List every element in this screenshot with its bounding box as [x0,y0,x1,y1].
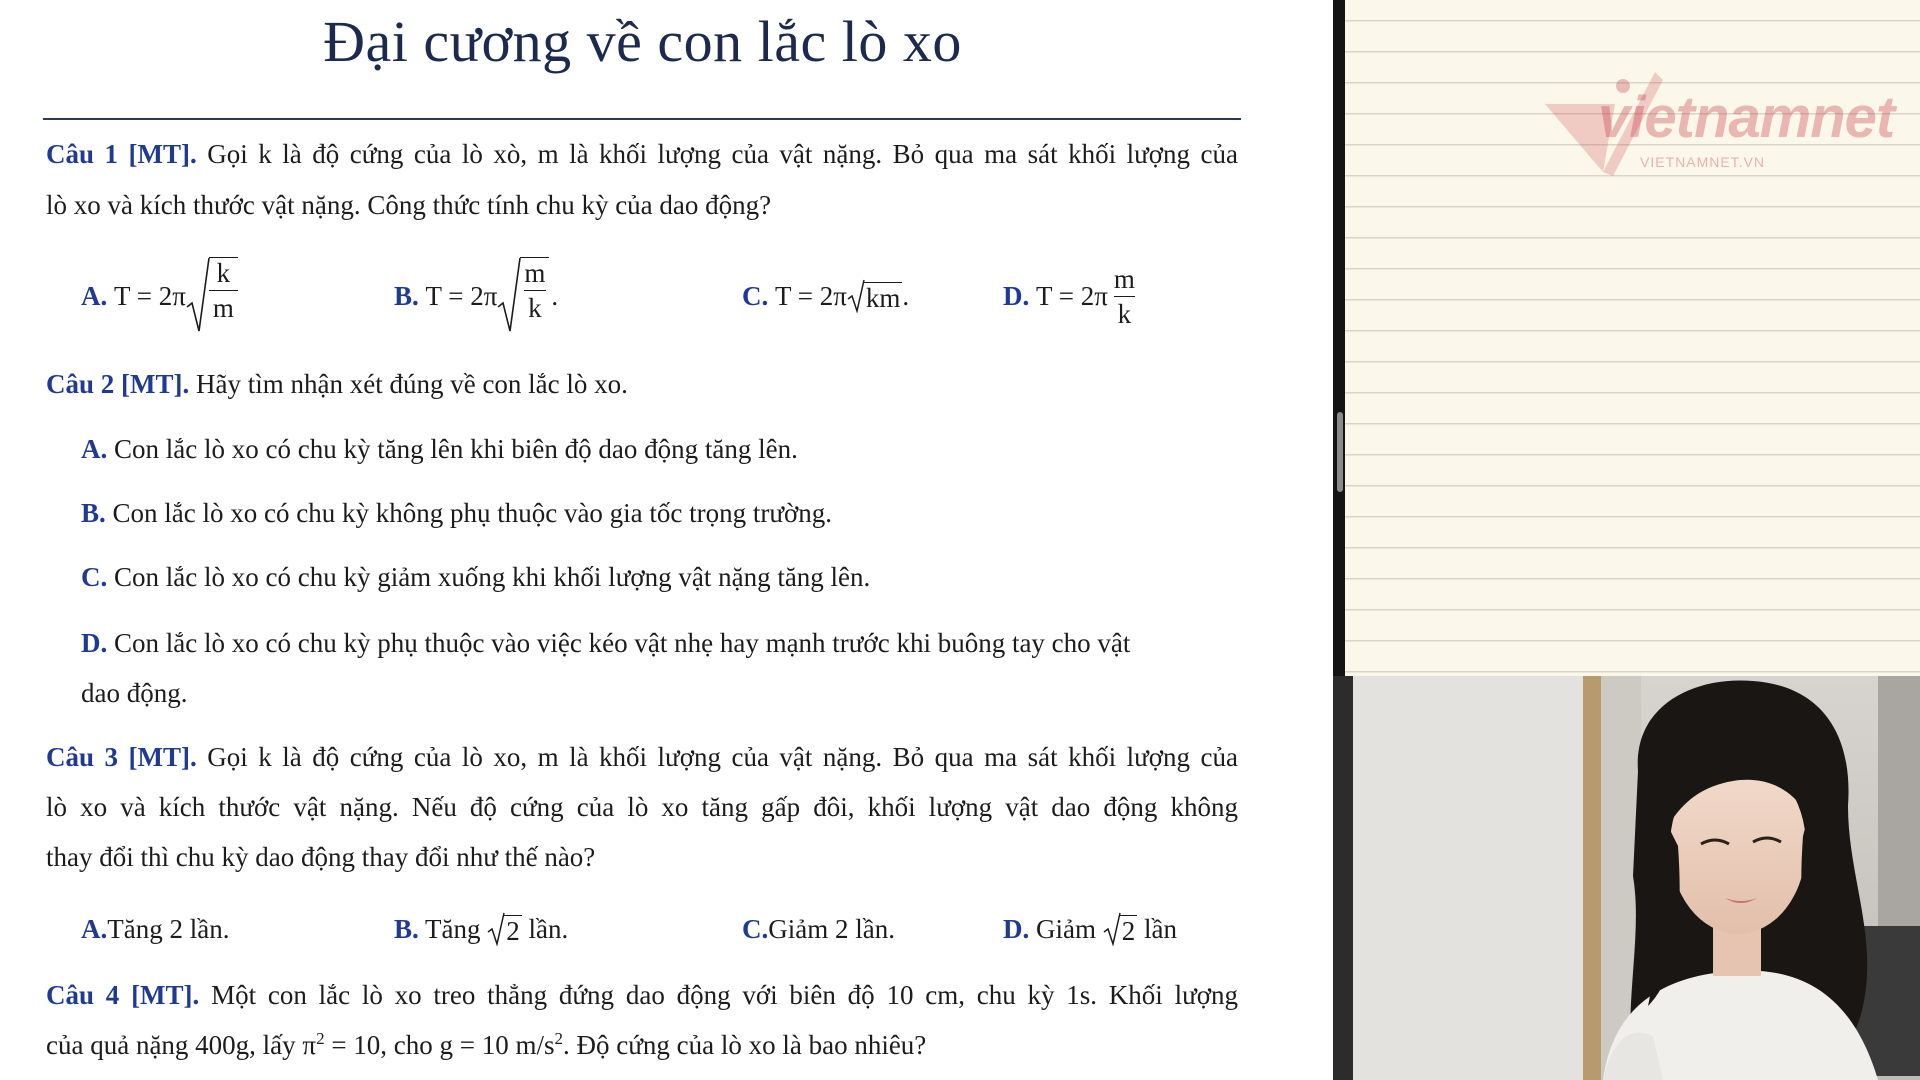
q4-text-2b: = 10, cho g = 10 m/s [324,1030,555,1060]
option-text: Con lắc lò xo có chu kỳ phụ thuộc vào việc kéo vật nhẹ hay mạnh trước khi buông tay cho vật [107,628,1131,658]
q1-line2: lò xo và kích thước vật nặng. Công thức tính chu kỳ của dao động? [46,190,772,220]
q4-line1 [46,978,1238,1012]
q2-option-a [81,432,1238,466]
page-title: Đại cương về con lắc lò xo [323,9,962,74]
q2-label: Câu 2 [MT]. [46,369,190,399]
option-text-post: lần [1137,913,1177,944]
q2-option-c [81,560,1238,594]
option-label: C. [742,913,769,944]
presenter-video-icon [1333,676,1920,1080]
option-label: B. [394,913,419,944]
q4-exponent: 2 [316,1029,325,1048]
option-text: Con lắc lò xo có chu kỳ giảm xuống khi khối lượng vật nặng tăng lên. [107,562,871,592]
sqrt-sign [497,257,551,335]
q3-option-a [81,889,229,969]
option-label: B. [394,280,419,311]
option-text: Con lắc lò xo có chu kỳ tăng lên khi biên độ dao động tăng lên. [107,434,798,464]
option-label: C. [742,280,769,311]
q2-text: Hãy tìm nhận xét đúng về con lắc lò xo. [189,369,628,399]
option-label: B. [81,498,106,528]
q1-option-b [394,256,558,336]
webcam-feed [1333,676,1920,1080]
fraction [520,257,549,335]
numerator: m [524,258,546,288]
formula-prefix: T = 2π [775,280,847,311]
divider-drag-handle[interactable] [1337,412,1343,492]
watermark-brand: vietnamnet [1598,85,1895,150]
radicand: km [865,283,901,313]
numerator: m [1113,263,1135,294]
q3-option-c [742,889,895,969]
fraction [209,257,238,335]
option-label: D. [1003,280,1030,311]
q1-label: Câu 1 [MT]. [46,139,197,169]
denominator: m [209,290,238,323]
q4-text-2a: của quả nặng 400g, lấy π [46,1030,317,1060]
formula-suffix: . [902,280,910,311]
formula-prefix: T = 2π [425,280,498,311]
sqrt-sign [1103,912,1138,946]
option-text-post: lần. [521,913,569,944]
option-label: D. [1003,913,1030,944]
option-label: A. [81,913,108,944]
denominator: k [524,290,546,323]
option-text: Tăng 2 lần. [107,913,230,944]
q1-text-1: Gọi k là độ cứng của lò xò, m là khối lượng của vật nặng. Bỏ qua ma sát khối lượng của [196,139,1238,169]
sqrt-sign [186,257,240,335]
q2-option-b [81,496,1238,530]
formula-suffix: . [551,280,559,311]
q1-option-d [1003,256,1141,336]
option-label: A. [81,434,108,464]
q3-option-d [1003,889,1177,969]
fraction [1110,264,1139,329]
q4-text-2c: . Độ cứng của lò xo là bao nhiêu? [563,1030,927,1060]
watermark-url: VIETNAMNET.VN [1640,154,1766,170]
q4-text-1: Một con lắc lò xo treo thẳng đứng dao động với biên độ 10 cm, chu kỳ 1s. Khối lượng [199,980,1238,1010]
q3-line1 [46,740,1238,774]
option-text-pre: Giảm [1029,913,1103,944]
q2-option-d [81,626,1211,660]
radicand: 2 [506,916,520,946]
q1-line1 [46,137,1238,171]
title-divider [43,118,1241,120]
q4-line2 [46,1028,1238,1062]
q1-option-a [81,256,240,336]
option-label: A. [81,280,108,311]
q4-exponent: 2 [554,1029,564,1048]
radicand: 2 [1121,916,1136,946]
q3-line3: thay đổi thì chu kỳ dao động thay đổi như thế nào? [46,842,596,872]
formula-prefix: T = 2π [114,280,186,311]
q3-option-b [394,889,568,969]
option-text-pre: Tăng [418,913,488,944]
q3-label: Câu 3 [MT]. [46,742,197,772]
numerator: k [216,258,231,288]
option-label: C. [81,562,108,592]
option-text: Con lắc lò xo có chu kỳ không phụ thuộc vào gia tốc trọng trường. [105,498,833,528]
q4-label: Câu 4 [MT]. [46,980,200,1010]
sqrt-sign [487,912,522,946]
sqrt-sign [847,279,903,313]
q1-option-c [742,256,909,336]
option-label: D. [81,628,108,658]
option-text: Giảm 2 lần. [768,913,895,944]
q2-option-d-cont: dao động. [81,678,188,708]
denominator: k [1114,296,1136,329]
q2-line1 [46,367,1238,401]
formula-prefix: T = 2π [1036,280,1108,311]
q3-text-1: Gọi k là độ cứng của lò xo, m là khối lượng của vật nặng. Bỏ qua ma sát khối lượng của [196,742,1238,772]
q3-line2: lò xo và kích thước vật nặng. Nếu độ cứng của lò xo tăng gấp đôi, khối lượng vật dao động không [46,792,1238,822]
